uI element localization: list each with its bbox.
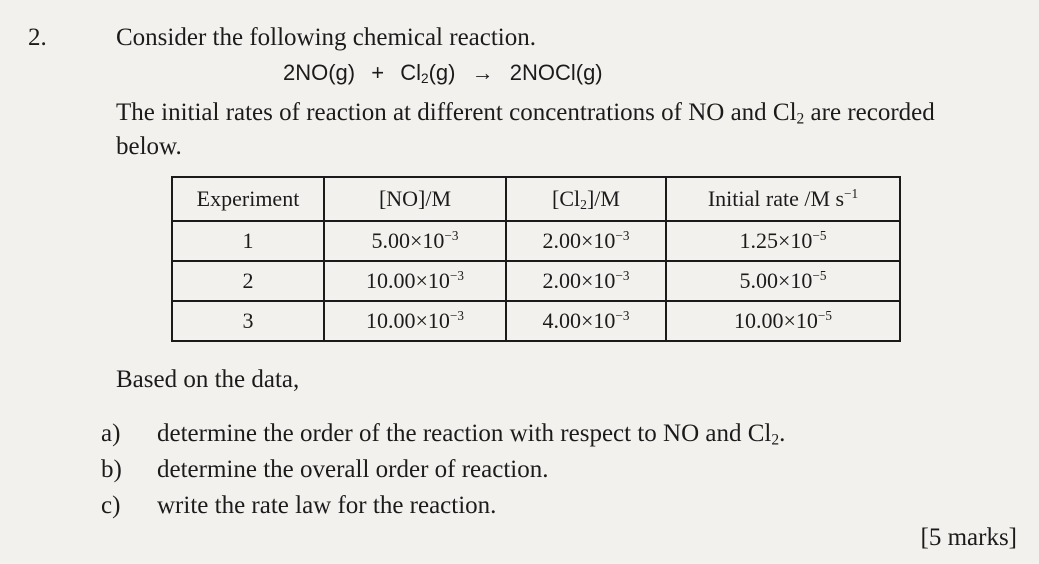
no-concentration-cell: $10.00\times 10^{-3}$ bbox=[324, 261, 506, 301]
table-row bbox=[172, 261, 900, 301]
task-label: a) bbox=[101, 420, 121, 447]
description-paragraph: The initial rates of reaction at different concentrations of NO and $Cl_2$ are recorded below. bbox=[116, 99, 935, 160]
plus-sign: + bbox=[371, 60, 385, 85]
header-no-concentration: [NO]/M bbox=[324, 177, 506, 221]
rate-data-table bbox=[171, 176, 901, 342]
experiment-cell: 1 bbox=[172, 221, 324, 261]
table-row bbox=[172, 301, 900, 341]
task-label: c) bbox=[101, 492, 121, 519]
chemical-equation bbox=[283, 60, 603, 86]
task-text: determine the order of the reaction with respect to NO and $Cl_2$. bbox=[157, 420, 786, 449]
task-list bbox=[101, 416, 785, 524]
task-label: b) bbox=[101, 456, 122, 483]
initial-rate-cell: $1.25\times 10^{-5}$ bbox=[666, 221, 900, 261]
reaction-arrow: → bbox=[471, 60, 494, 85]
header-experiment: Experiment bbox=[172, 177, 324, 221]
experiment-cell: 2 bbox=[172, 261, 324, 301]
marks-label: [5 marks] bbox=[920, 524, 1017, 551]
cl2-concentration-cell: $2.00\times 10^{-3}$ bbox=[506, 221, 666, 261]
no-concentration-cell: $5.00\times 10^{-3}$ bbox=[324, 221, 506, 261]
table-header-row bbox=[172, 177, 900, 221]
list-item bbox=[101, 488, 785, 524]
task-text: determine the overall order of reaction. bbox=[157, 456, 549, 483]
reactant-no: 2NO(g) bbox=[283, 60, 356, 85]
initial-rate-cell: $10.00\times 10^{-5}$ bbox=[666, 301, 900, 341]
experiment-cell: 3 bbox=[172, 301, 324, 341]
no-concentration-cell: $10.00\times 10^{-3}$ bbox=[324, 301, 506, 341]
list-item bbox=[101, 416, 785, 452]
header-cl2-concentration: $[Cl_2]/M$ bbox=[506, 177, 666, 221]
question-number: 2. bbox=[28, 24, 47, 51]
product-nocl: 2NOCl(g) bbox=[509, 60, 603, 85]
list-item bbox=[101, 452, 785, 488]
based-on-data-text: Based on the data, bbox=[116, 366, 300, 393]
reactant-cl2: $Cl_2(g)$ bbox=[400, 60, 456, 86]
cl2-concentration-cell: $2.00\times 10^{-3}$ bbox=[506, 261, 666, 301]
initial-rate-cell: $5.00\times 10^{-5}$ bbox=[666, 261, 900, 301]
question-intro: Consider the following chemical reaction. bbox=[116, 24, 537, 51]
table-row bbox=[172, 221, 900, 261]
header-initial-rate: Initial rate /M $s^{-1}$ bbox=[666, 177, 900, 221]
task-text: write the rate law for the reaction. bbox=[157, 492, 497, 519]
cl2-concentration-cell: $4.00\times 10^{-3}$ bbox=[506, 301, 666, 341]
